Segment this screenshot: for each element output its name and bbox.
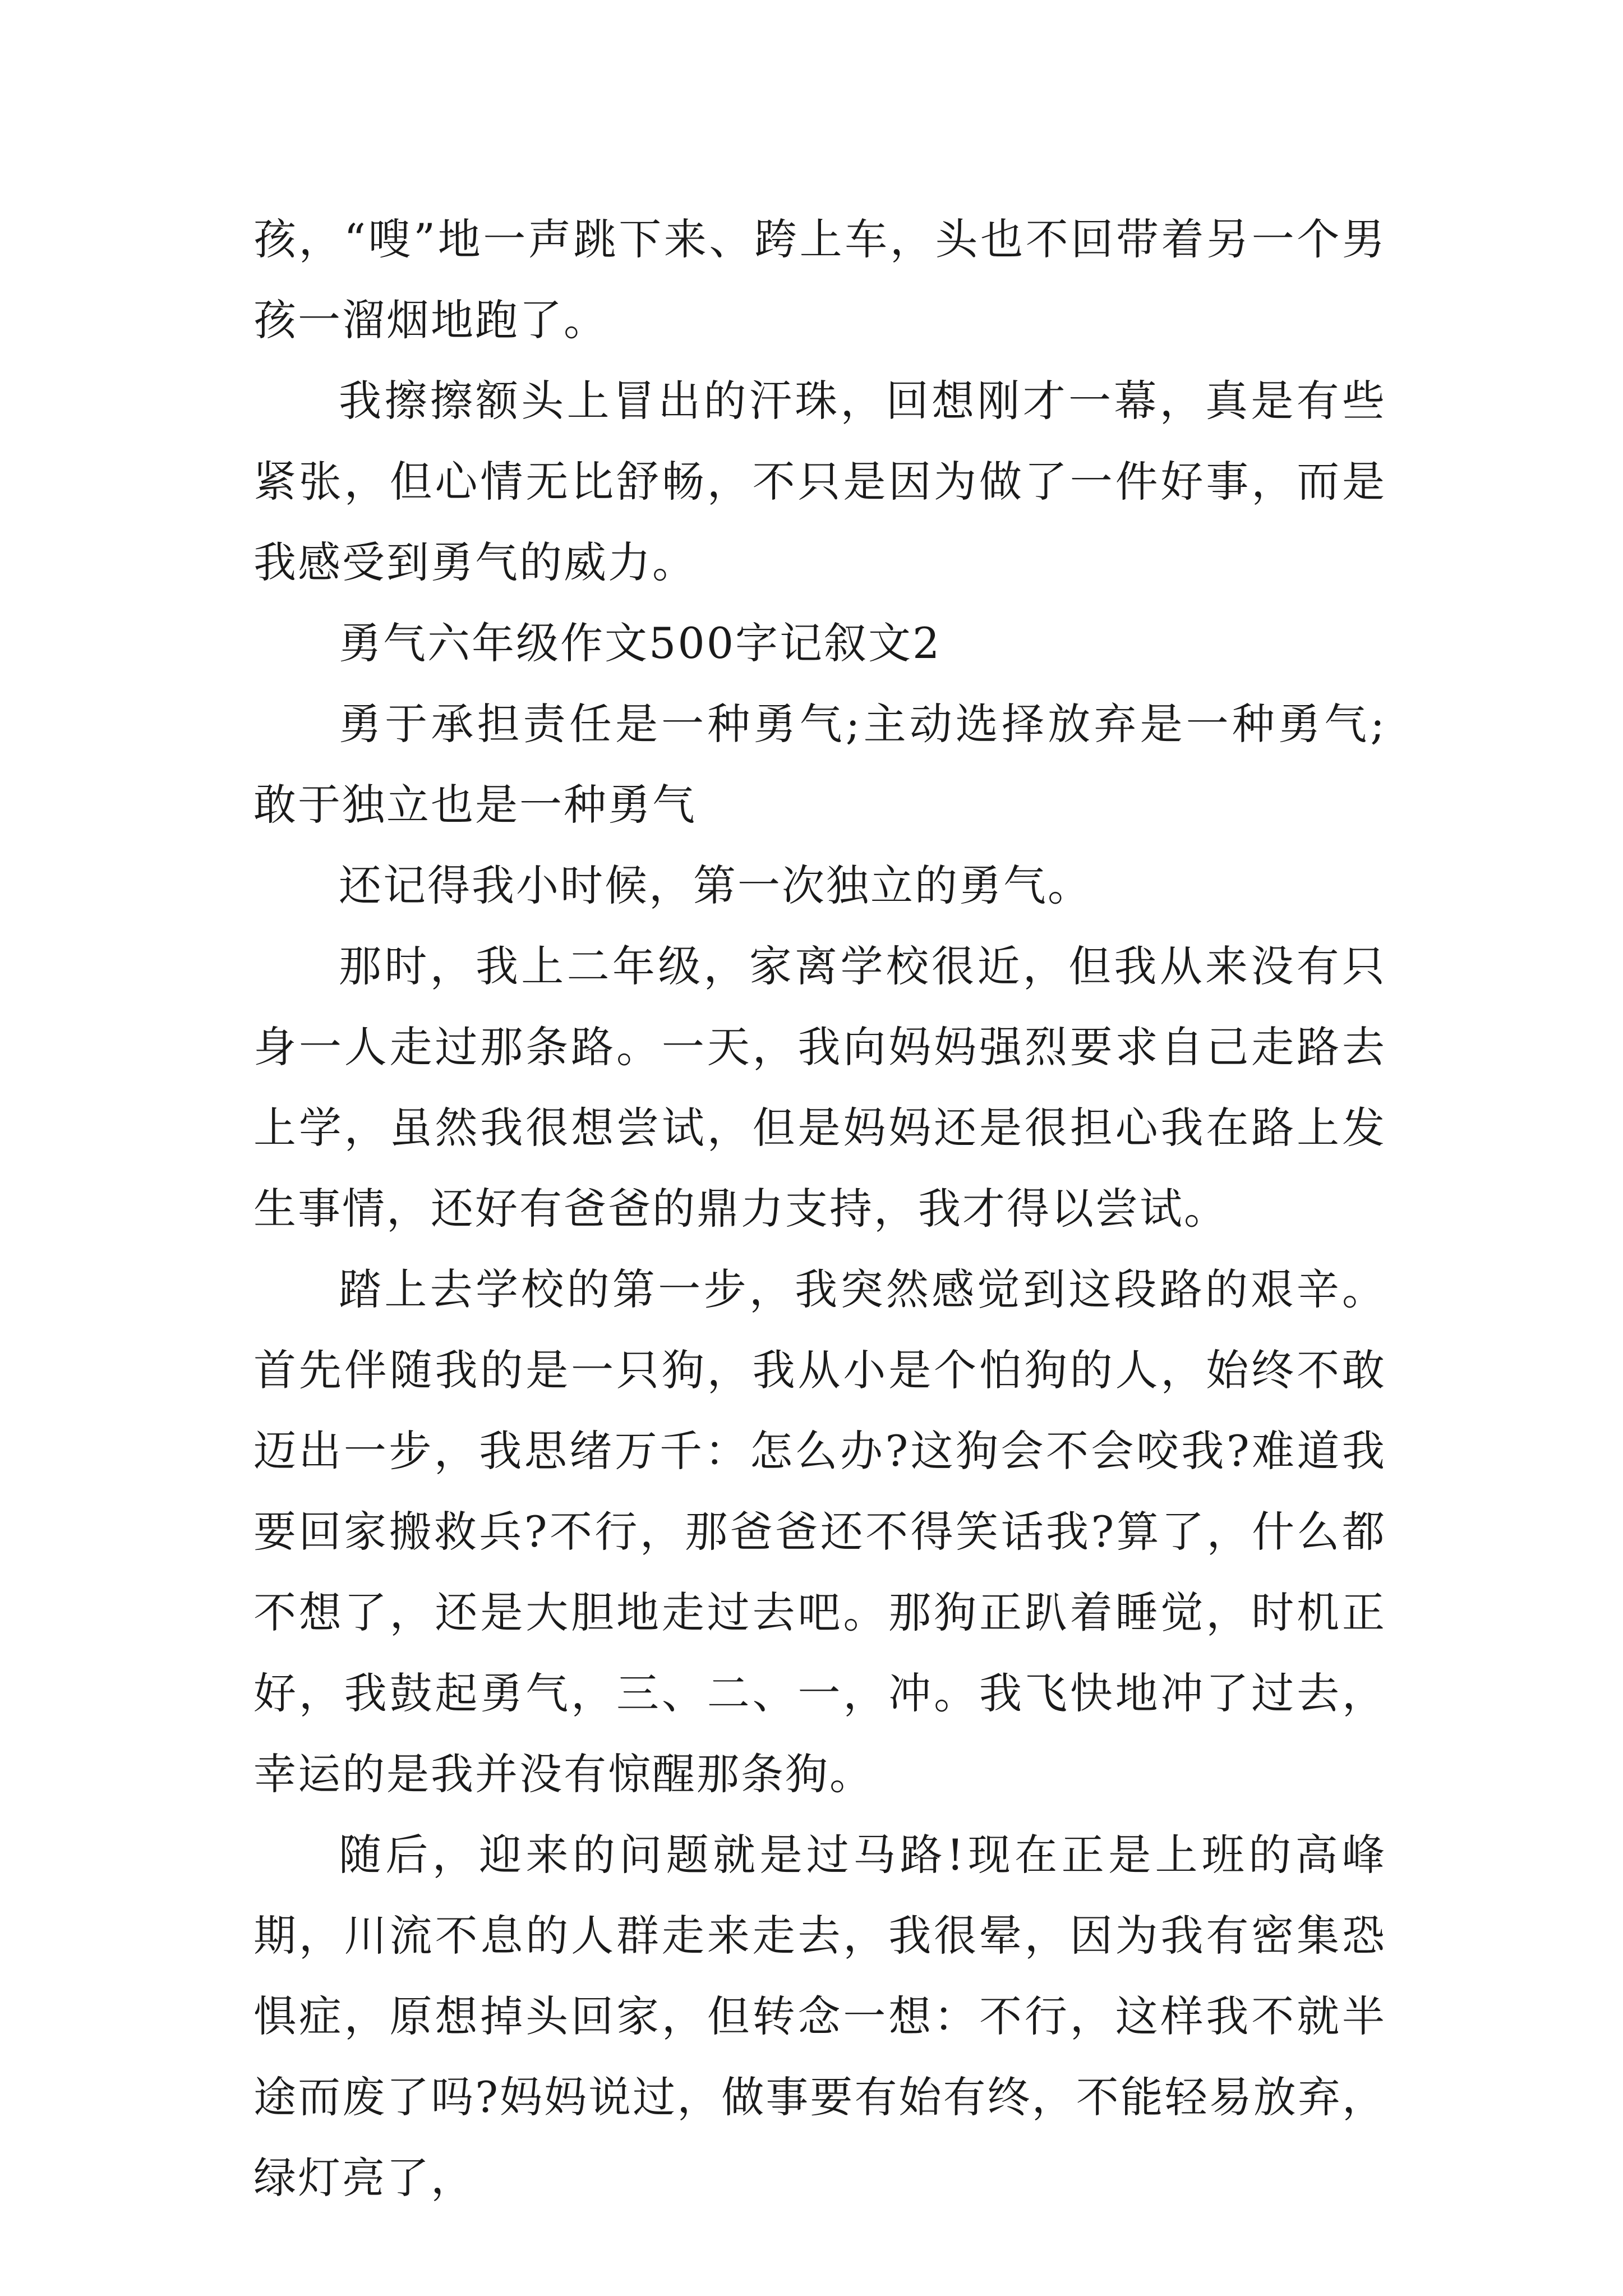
paragraph-1: 孩，“嗖”地一声跳下来、跨上车，头也不回带着另一个男孩一溜烟地跑了。 (253, 214, 1386, 345)
document-body (253, 199, 1386, 2219)
paragraph-3: 勇于承担责任是一种勇气;主动选择放弃是一种勇气;敢于独立也是一种勇气 (253, 699, 1386, 830)
paragraph-6: 踏上去学校的第一步，我突然感觉到这段路的艰辛。首先伴随我的是一只狗，我从小是个怕狗的人，始终不敢迈出一步，我思绪万千：怎么办?这狗会不会咬我?难道我要回家搬救兵?不行，那爸爸还不得笑话我?算了，什么都不想了，还是大胆地走过去吧。那狗正趴着睡觉，时机正好，我鼓起勇气，三、二、一，冲。我飞快地冲了过去，幸运的是我并没有惊醒那条狗。 (253, 1264, 1386, 1799)
paragraph-5: 那时，我上二年级，家离学校很近，但我从来没有只身一人走过那条路。一天，我向妈妈强烈要求自己走路去上学，虽然我很想尝试，但是妈妈还是很担心我在路上发生事情，还好有爸爸的鼎力支持，我才得以尝试。 (253, 941, 1386, 1234)
section-heading: 勇气六年级作文500字记叙文2 (339, 618, 942, 668)
paragraph-2: 我擦擦额头上冒出的汗珠，回想刚才一幕，真是有些紧张，但心情无比舒畅，不只是因为做了一件好事，而是我感受到勇气的威力。 (253, 376, 1386, 587)
paragraph-7: 随后，迎来的问题就是过马路!现在正是上班的高峰期，川流不息的人群走来走去，我很晕，因为我有密集恐惧症，原想掉头回家，但转念一想：不行，这样我不就半途而废了吗?妈妈说过，做事要有始有终，不能轻易放弃，绿灯亮了， (253, 1830, 1386, 2203)
paragraph-4: 还记得我小时候，第一次独立的勇气。 (339, 861, 1092, 910)
